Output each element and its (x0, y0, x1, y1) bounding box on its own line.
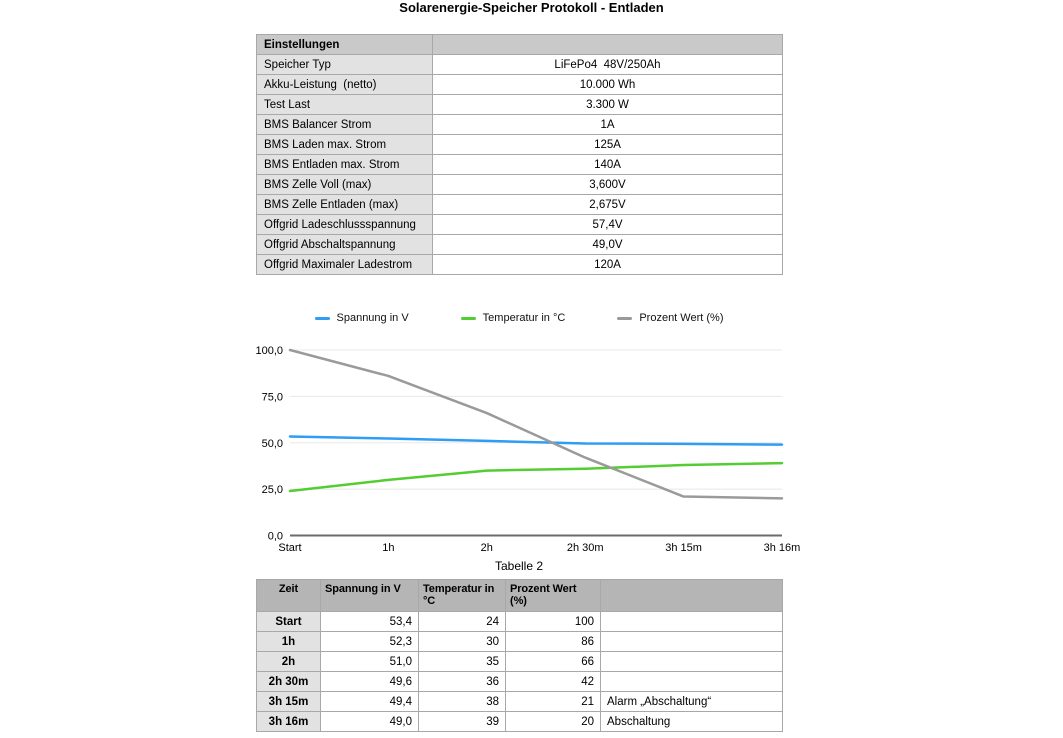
measurement-cell-spannung: 49,0 (321, 712, 419, 732)
x-axis-tick-label: 1h (382, 542, 395, 554)
setting-value: 57,4V (433, 215, 783, 235)
x-axis-tick-label: 2h (480, 542, 493, 554)
setting-value: 1A (433, 115, 783, 135)
measurement-cell-hinweis: Alarm „Abschaltung“ (601, 692, 783, 712)
settings-row (257, 75, 783, 95)
measurement-cell-zeit: 1h (257, 632, 321, 652)
measurement-cell-spannung: 52,3 (321, 632, 419, 652)
measurement-cell-prozent: 100 (506, 612, 601, 632)
settings-row (257, 215, 783, 235)
measurement-row (257, 672, 783, 692)
measurement-row (257, 692, 783, 712)
measurement-cell-prozent: 42 (506, 672, 601, 692)
settings-header-cell: Einstellungen (257, 35, 433, 55)
measurement-row (257, 632, 783, 652)
settings-row (257, 115, 783, 135)
measurement-cell-zeit: Start (257, 612, 321, 632)
x-axis-tick-label: Start (278, 542, 302, 554)
measurement-column-header: Temperatur in °C (419, 580, 506, 612)
measurement-cell-prozent: 66 (506, 652, 601, 672)
measurement-cell-prozent: 86 (506, 632, 601, 652)
measurement-column-header: Prozent Wert (%) (506, 580, 601, 612)
measurement-cell-hinweis (601, 632, 783, 652)
measurement-cell-prozent: 21 (506, 692, 601, 712)
chart-svg (255, 343, 801, 559)
setting-label: Offgrid Maximaler Ladestrom (257, 255, 433, 275)
measurement-cell-hinweis (601, 652, 783, 672)
setting-label: BMS Laden max. Strom (257, 135, 433, 155)
setting-label: BMS Entladen max. Strom (257, 155, 433, 175)
measurement-cell-temperatur: 30 (419, 632, 506, 652)
measurement-row (257, 612, 783, 632)
x-axis-tick-label: 2h 30m (566, 542, 604, 554)
y-axis-tick-label: 75,0 (261, 391, 283, 404)
setting-label: Akku-Leistung (netto) (257, 75, 433, 95)
setting-value: 10.000 Wh (433, 75, 783, 95)
setting-label: BMS Balancer Strom (257, 115, 433, 135)
settings-header-empty-cell (433, 35, 783, 55)
measurement-cell-spannung: 51,0 (321, 652, 419, 672)
table2-caption: Tabelle 2 (494, 559, 544, 573)
legend-item (315, 312, 409, 324)
legend-line-swatch-icon (617, 317, 632, 320)
measurement-cell-spannung: 49,6 (321, 672, 419, 692)
measurement-cell-temperatur: 35 (419, 652, 506, 672)
discharge-line-chart (255, 343, 801, 559)
setting-label: BMS Zelle Voll (max) (257, 175, 433, 195)
legend-item (617, 312, 723, 324)
measurement-cell-zeit: 2h 30m (257, 672, 321, 692)
measurement-row (257, 712, 783, 732)
measurement-cell-hinweis: Abschaltung (601, 712, 783, 732)
measurement-cell-temperatur: 39 (419, 712, 506, 732)
setting-label: BMS Zelle Entladen (max) (257, 195, 433, 215)
measurement-table-body (257, 612, 783, 732)
x-axis-tick-label: 3h 15m (665, 542, 702, 554)
x-axis-tick-label: 3h 16m (763, 542, 801, 554)
setting-value: 3.300 W (433, 95, 783, 115)
measurement-header-row (257, 580, 783, 612)
settings-row (257, 235, 783, 255)
measurement-cell-temperatur: 24 (419, 612, 506, 632)
setting-label: Offgrid Ladeschlussspannung (257, 215, 433, 235)
setting-value: 2,675V (433, 195, 783, 215)
settings-row (257, 95, 783, 115)
settings-row (257, 255, 783, 275)
legend-line-swatch-icon (461, 317, 476, 320)
setting-value: 140A (433, 155, 783, 175)
setting-label: Test Last (257, 95, 433, 115)
setting-value: 120A (433, 255, 783, 275)
measurement-column-header (601, 580, 783, 612)
chart-legend (256, 310, 782, 326)
measurement-row (257, 652, 783, 672)
measurement-cell-temperatur: 36 (419, 672, 506, 692)
measurement-column-header: Spannung in V (321, 580, 419, 612)
settings-row (257, 135, 783, 155)
legend-label: Temperatur in °C (482, 312, 566, 324)
settings-row (257, 55, 783, 75)
legend-item (461, 312, 566, 324)
legend-label: Prozent Wert (%) (639, 312, 724, 324)
setting-value: 125A (433, 135, 783, 155)
series-line (290, 350, 782, 498)
setting-value: 3,600V (433, 175, 783, 195)
measurement-cell-zeit: 3h 15m (257, 692, 321, 712)
y-axis-tick-label: 0,0 (267, 530, 283, 543)
measurement-cell-zeit: 2h (257, 652, 321, 672)
series-line (290, 436, 782, 444)
page-title: Solarenergie-Speicher Protokoll - Entladen (399, 0, 664, 15)
y-axis-tick-label: 25,0 (261, 484, 283, 497)
measurement-cell-prozent: 20 (506, 712, 601, 732)
measurement-cell-temperatur: 38 (419, 692, 506, 712)
series-line (290, 463, 782, 491)
settings-row (257, 195, 783, 215)
measurement-cell-hinweis (601, 612, 783, 632)
settings-table (256, 34, 783, 275)
legend-line-swatch-icon (315, 317, 330, 320)
measurement-table (256, 579, 783, 732)
measurement-cell-spannung: 49,4 (321, 692, 419, 712)
setting-value: LiFePo4 48V/250Ah (433, 55, 783, 75)
settings-table-body (257, 55, 783, 275)
measurement-cell-spannung: 53,4 (321, 612, 419, 632)
measurement-column-header: Zeit (257, 580, 321, 612)
settings-row (257, 175, 783, 195)
settings-row (257, 155, 783, 175)
measurement-cell-zeit: 3h 16m (257, 712, 321, 732)
y-axis-tick-label: 50,0 (261, 437, 283, 450)
settings-header-row (257, 35, 783, 55)
setting-label: Offgrid Abschaltspannung (257, 235, 433, 255)
setting-value: 49,0V (433, 235, 783, 255)
setting-label: Speicher Typ (257, 55, 433, 75)
legend-label: Spannung in V (336, 312, 409, 324)
y-axis-tick-label: 100,0 (255, 345, 283, 357)
measurement-cell-hinweis (601, 672, 783, 692)
